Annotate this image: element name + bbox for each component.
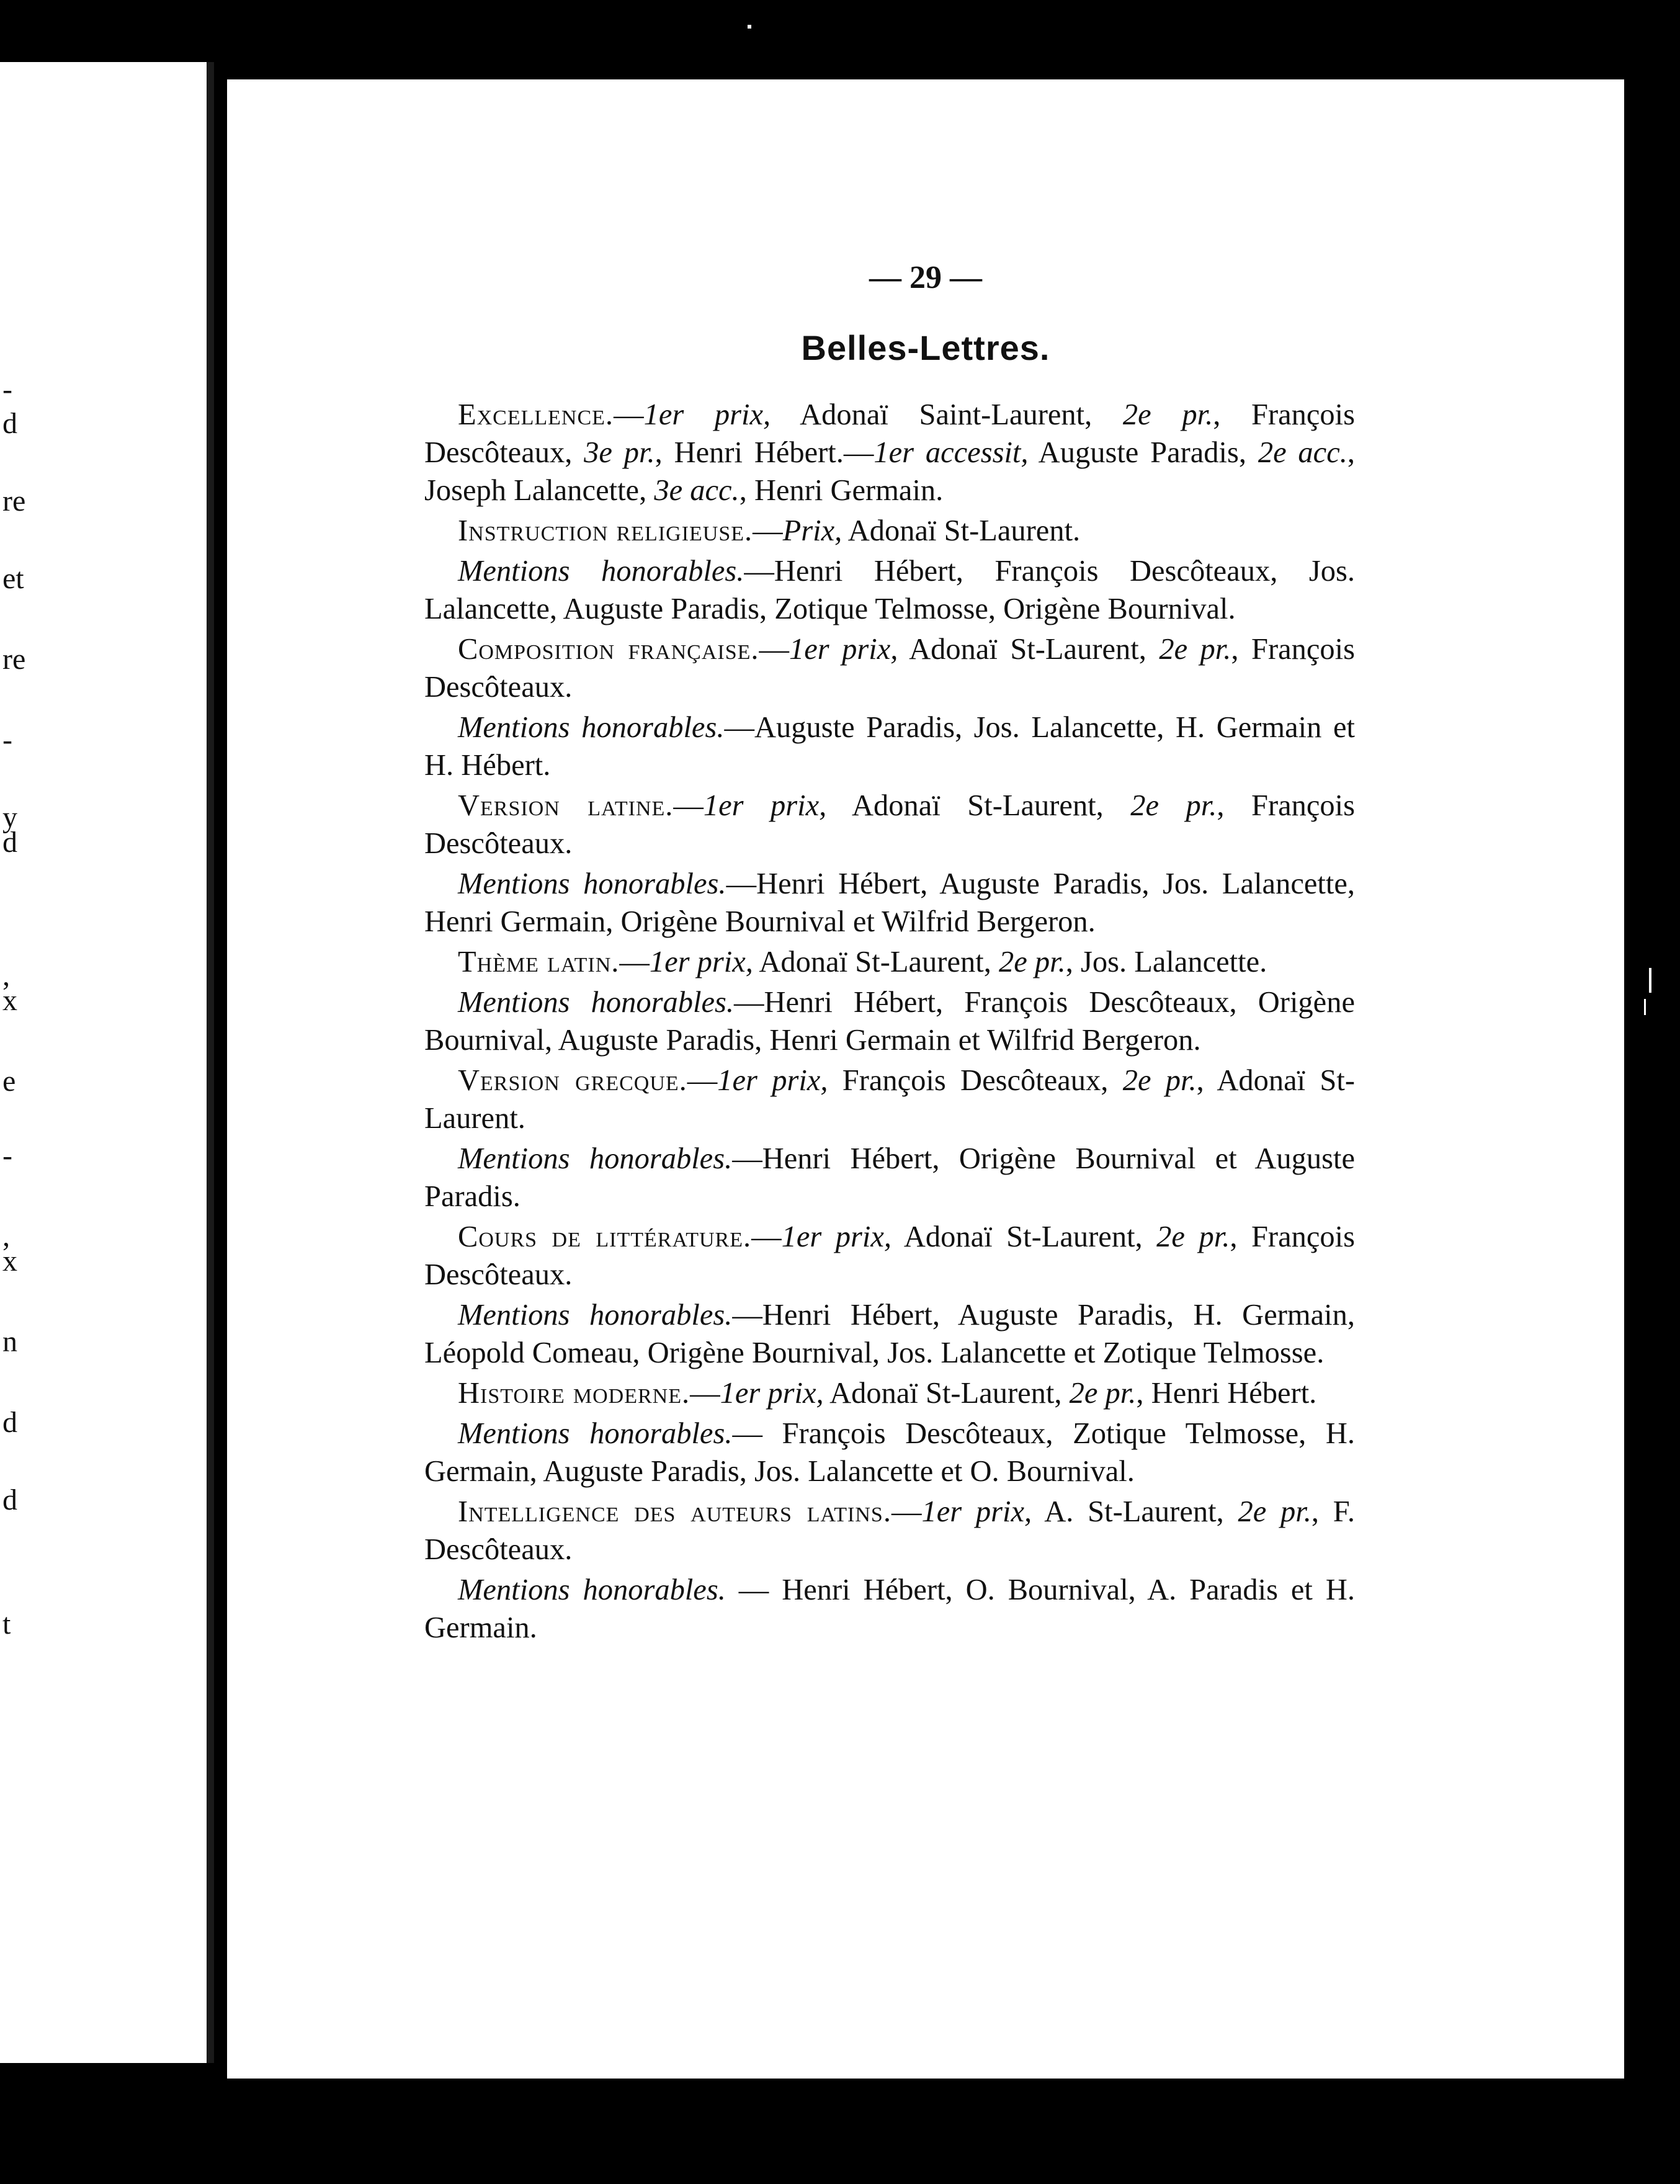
- left-page-fragment: ,: [2, 959, 10, 992]
- category-heading: Excellence.: [458, 398, 614, 431]
- left-page-fragment: d: [2, 407, 17, 440]
- body-text: , Joseph Lalancette,: [424, 436, 1355, 507]
- body-text: , Henri Germain.: [739, 474, 944, 507]
- italic-text: 2e pr.: [1130, 789, 1217, 822]
- italic-text: Mentions honorables.: [458, 867, 726, 900]
- prize-paragraph: [424, 1062, 1355, 1137]
- margin-speck: [1649, 968, 1651, 993]
- body-text: —: [673, 789, 704, 822]
- body-text: —Auguste Paradis, Jos. Lalancette, H. Germain et H. Hébert.: [424, 711, 1355, 782]
- italic-text: Mentions honorables.: [458, 1417, 733, 1450]
- italic-text: 1er prix,: [643, 398, 771, 431]
- body-text: , François Descôteaux.: [424, 1220, 1355, 1291]
- left-page-fragment: d: [2, 1484, 17, 1516]
- section-title: Belles-Lettres.: [801, 328, 1050, 367]
- italic-text: Mentions honorables.: [458, 1142, 733, 1175]
- body-text: , Henri Hébert.: [1136, 1377, 1317, 1410]
- body-text: — François Descôteaux, Zotique Telmosse, H. Germain, Auguste Paradis, Jos. Lalancette et O. Bournival.: [424, 1417, 1355, 1488]
- left-facing-page: [0, 62, 214, 2063]
- margin-speck: [748, 25, 751, 29]
- body-text: , Adonaï St-Laurent.: [424, 1064, 1356, 1135]
- body-text: , Henri Hébert.—: [655, 436, 874, 469]
- body-text: —: [751, 1220, 782, 1253]
- category-heading: Version latine.: [458, 789, 674, 822]
- italic-text: 1er accessit,: [874, 436, 1029, 469]
- body-text: A. St-Laurent,: [1032, 1495, 1238, 1528]
- italic-text: 2e pr.: [1122, 398, 1213, 431]
- left-page-fragment: -: [2, 723, 12, 756]
- body-text: , François Descôteaux.: [424, 789, 1356, 860]
- body-text: —Henri Hébert, François Descôteaux, Jos. Lalancette, Auguste Paradis, Zotique Telmosse, Origène Bournival.: [424, 555, 1355, 625]
- left-page-fragment: d: [2, 826, 17, 859]
- left-page-fragment: ,: [2, 1220, 10, 1253]
- italic-text: 1er prix,: [781, 1220, 892, 1253]
- body-text: François Descôteaux,: [828, 1064, 1123, 1097]
- page-spine: [207, 62, 214, 2063]
- body-text: —Henri Hébert, François Descôteaux, Origène Bournival, Auguste Paradis, Henri Germain et Wilfrid Bergeron.: [424, 986, 1355, 1057]
- category-heading: Intelligence des auteurs latins.: [458, 1495, 891, 1528]
- italic-text: 2e pr.: [1122, 1064, 1197, 1097]
- prize-paragraph: [424, 396, 1355, 509]
- prize-paragraph: [424, 787, 1355, 862]
- category-heading: Histoire moderne.: [458, 1377, 690, 1410]
- body-text: Adonaï St-Laurent,: [826, 789, 1131, 822]
- body-text: —: [690, 1377, 720, 1410]
- prize-paragraph: [424, 709, 1355, 784]
- prize-paragraph: [424, 943, 1355, 981]
- body-text: —Henri Hébert, Auguste Paradis, H. Germain, Léopold Comeau, Origène Bournival, Jos. Lalancette et Zotique Telmosse.: [424, 1299, 1355, 1369]
- body-text: , François Descôteaux.: [424, 633, 1355, 704]
- category-heading: Cours de littérature.: [458, 1220, 752, 1253]
- margin-speck: [1644, 999, 1646, 1015]
- category-heading: Thème latin.: [458, 946, 620, 978]
- body-text: —: [614, 398, 644, 431]
- prize-paragraph: [424, 1571, 1355, 1647]
- left-page-fragment: y: [2, 801, 17, 834]
- italic-text: 1er prix,: [921, 1495, 1032, 1528]
- body-text: Adonaï St-Laurent,: [753, 946, 999, 978]
- italic-text: 2e pr.: [998, 946, 1066, 978]
- italic-text: 2e pr.: [1238, 1495, 1311, 1528]
- prize-paragraph: [424, 983, 1355, 1059]
- body-text: Adonaï St-Laurent,: [891, 1220, 1157, 1253]
- prize-paragraph: [424, 865, 1355, 941]
- margin-speck: [1620, 1691, 1623, 1709]
- body-text: — Henri Hébert, O. Bournival, A. Paradis et H. Germain.: [424, 1573, 1355, 1644]
- body-text: Adonaï St-Laurent.: [842, 514, 1081, 547]
- body-text: , F. Descôteaux.: [424, 1495, 1355, 1566]
- left-page-fragment: x: [2, 1245, 17, 1278]
- italic-text: 3e pr.: [584, 436, 655, 469]
- body-text: —: [619, 946, 650, 978]
- italic-text: 2e pr.: [1156, 1220, 1230, 1253]
- prize-paragraph: [424, 1415, 1355, 1490]
- italic-text: 1er prix,: [789, 633, 898, 666]
- italic-text: Mentions honorables.: [458, 555, 744, 588]
- italic-text: 1er prix,: [720, 1377, 824, 1410]
- body-text: , Jos. Lalancette.: [1065, 946, 1267, 978]
- left-page-fragment: d: [2, 1406, 17, 1439]
- prize-paragraph: [424, 1493, 1355, 1569]
- body-text: Auguste Paradis,: [1028, 436, 1258, 469]
- left-page-fragment: -: [2, 373, 12, 406]
- italic-text: 3e acc.: [654, 474, 739, 507]
- italic-text: 2e pr.: [1159, 633, 1231, 666]
- left-page-fragment: n: [2, 1325, 17, 1358]
- left-page-fragment: re: [2, 643, 26, 676]
- left-page-fragment: x: [2, 984, 17, 1017]
- left-page-fragment: t: [2, 1608, 11, 1640]
- body-text: Adonaï St-Laurent,: [898, 633, 1159, 666]
- category-heading: Instruction religieuse.: [458, 514, 753, 547]
- body-text: , François Descôteaux,: [424, 398, 1355, 469]
- page-body: [424, 396, 1355, 1649]
- body-text: —: [687, 1064, 718, 1097]
- left-page-fragment: et: [2, 562, 24, 595]
- italic-text: Mentions honorables.: [458, 711, 725, 744]
- body-text: —: [753, 514, 783, 547]
- prize-paragraph: [424, 552, 1355, 628]
- left-page-fragment: -: [2, 1139, 12, 1172]
- category-heading: Version grecque.: [458, 1064, 687, 1097]
- italic-text: 2e acc.: [1258, 436, 1347, 469]
- italic-text: 2e pr.: [1069, 1377, 1137, 1410]
- italic-text: 1er prix,: [649, 946, 753, 978]
- italic-text: 1er prix,: [703, 789, 827, 822]
- body-text: Adonaï Saint-Laurent,: [771, 398, 1123, 431]
- prize-paragraph: [424, 1218, 1355, 1294]
- left-page-fragment: e: [2, 1065, 16, 1098]
- document-page: [227, 79, 1624, 2079]
- body-text: —: [759, 633, 790, 666]
- page-number: — 29 —: [869, 260, 982, 295]
- prize-paragraph: [424, 512, 1355, 550]
- italic-text: Mentions honorables.: [458, 986, 734, 1019]
- prize-paragraph: [424, 630, 1355, 706]
- italic-text: Mentions honorables.: [458, 1573, 726, 1606]
- prize-paragraph: [424, 1374, 1355, 1412]
- body-text: —Henri Hébert, Auguste Paradis, Jos. Lalancette, Henri Germain, Origène Bournival et Wilfrid Bergeron.: [424, 867, 1355, 938]
- prize-paragraph: [424, 1296, 1355, 1372]
- left-page-fragment: re: [2, 485, 26, 517]
- italic-text: Prix,: [782, 514, 842, 547]
- category-heading: Composition française.: [458, 633, 759, 666]
- italic-text: Mentions honorables.: [458, 1299, 733, 1331]
- body-text: —Henri Hébert, Origène Bournival et Auguste Paradis.: [424, 1142, 1355, 1213]
- prize-paragraph: [424, 1140, 1355, 1215]
- body-text: —: [891, 1495, 922, 1528]
- italic-text: 1er prix,: [717, 1064, 828, 1097]
- body-text: Adonaï St-Laurent,: [823, 1377, 1070, 1410]
